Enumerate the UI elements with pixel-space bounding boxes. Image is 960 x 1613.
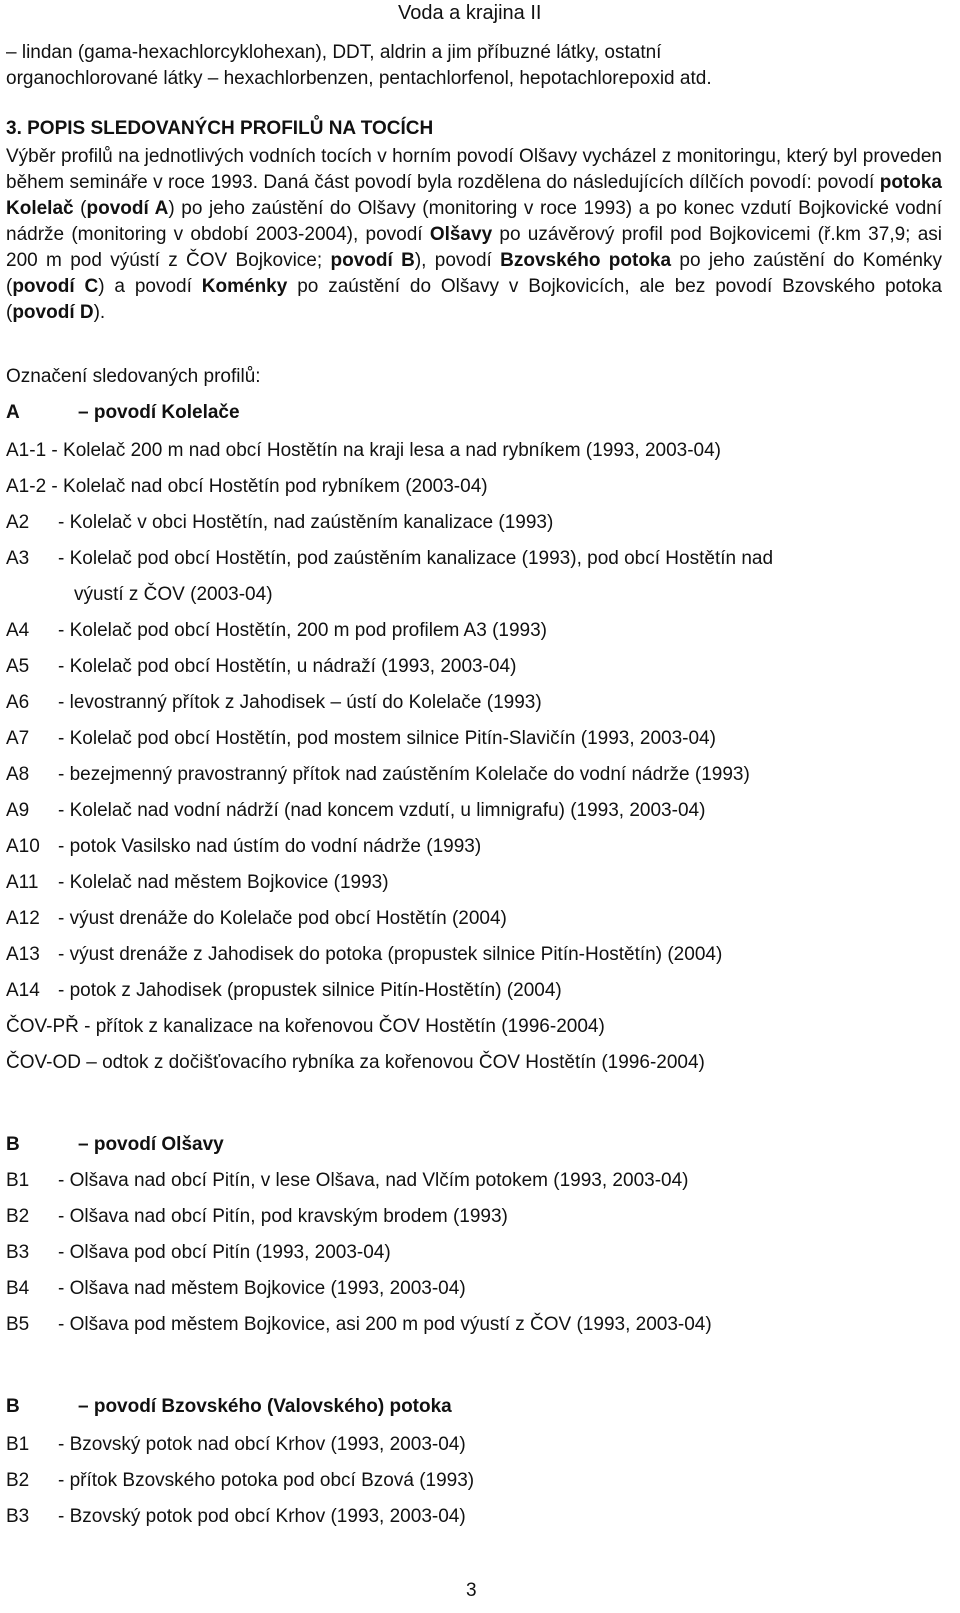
page-header: Voda a krajina II	[398, 2, 542, 24]
section-code: A	[6, 402, 20, 423]
profile-code: B4	[6, 1278, 30, 1299]
page-number: 3	[466, 1580, 477, 1601]
profile-desc: - Kolelač nad vodní nádrží (nad koncem vzdutí, u limnigrafu) (1993, 2003-04)	[58, 800, 706, 821]
para-text: Výběr profilů na jednotlivých vodních tocích v horním povodí Olšavy vycházel z monitoringu, který byl proveden během semináře v roce 1993. Daná část povodí byla rozdělena do následujících dílčích povodí: povodí	[6, 146, 942, 193]
intro-line-2: organochlorované látky – hexachlorbenzen, pentachlorfenol, hepotachlorepoxid atd.	[6, 68, 712, 89]
profile-desc: - Kolelač nad městem Bojkovice (1993)	[58, 872, 389, 893]
profile-code: B1	[6, 1170, 30, 1191]
profile-desc: výustí z ČOV (2003-04)	[74, 584, 273, 605]
para-bold: potoka Kolelač	[6, 172, 942, 219]
profile-code: B5	[6, 1314, 30, 1335]
section-code: B	[6, 1134, 20, 1155]
list-item	[6, 1506, 942, 1536]
profile-code: A5	[6, 656, 30, 677]
para-bold: povodí A	[86, 198, 169, 219]
para-text: (	[73, 198, 87, 219]
list-item-continuation	[6, 584, 942, 614]
list-item	[6, 908, 942, 938]
list-item	[6, 620, 942, 650]
para-text: ).	[93, 302, 106, 323]
list-item	[6, 1242, 942, 1272]
profile-code: B3	[6, 1506, 30, 1527]
list-item	[6, 944, 942, 974]
list-item	[6, 836, 942, 866]
profile-desc: - výust drenáže z Jahodisek do potoka (propustek silnice Pitín-Hostětín) (2004)	[58, 944, 723, 965]
list-item	[6, 656, 942, 686]
list-item	[6, 980, 942, 1010]
profile-code: A6	[6, 692, 30, 713]
profile-desc: - Kolelač pod obcí Hostětín, pod zaústěním kanalizace (1993), pod obcí Hostětín nad	[58, 548, 774, 569]
profile-desc: - Kolelač pod obcí Hostětín, pod mostem silnice Pitín-Slavičín (1993, 2003-04)	[58, 728, 716, 749]
list-item	[6, 1170, 942, 1200]
profile-code: B1	[6, 1434, 30, 1455]
profile-code: A7	[6, 728, 30, 749]
profile-code: B2	[6, 1470, 30, 1491]
para-text: ) po jeho zaústění do Olšavy (monitoring v roce 1993) a po konec vzdutí Bojkovické vodní nádrže (monitoring v období 2003-2004), povodí	[6, 198, 942, 245]
profile-code: B2	[6, 1206, 30, 1227]
profile-desc: - Olšava nad obcí Pitín, v lese Olšava, nad Vlčím potokem (1993, 2003-04)	[58, 1170, 689, 1191]
list-item	[6, 1278, 942, 1308]
profile-code: A3	[6, 548, 30, 569]
profile-desc: - Olšava pod městem Bojkovice, asi 200 m pod výustí z ČOV (1993, 2003-04)	[58, 1314, 712, 1335]
profile-line: A1-1 - Kolelač 200 m nad obcí Hostětín na kraji lesa a nad rybníkem (1993, 2003-04)	[6, 440, 722, 461]
profile-desc: - levostranný přítok z Jahodisek – ústí do Kolelače (1993)	[58, 692, 542, 713]
section-code: B	[6, 1396, 20, 1417]
list-item	[6, 512, 942, 542]
profile-desc: - Kolelač v obci Hostětín, nad zaústěním kanalizace (1993)	[58, 512, 554, 533]
list-item	[6, 872, 942, 902]
profile-desc: - Bzovský potok nad obcí Krhov (1993, 2003-04)	[58, 1434, 466, 1455]
profile-code: A9	[6, 800, 30, 821]
intro-line-1: – lindan (gama-hexachlorcyklohexan), DDT, aldrin a jim příbuzné látky, ostatní	[6, 42, 662, 63]
para-bold: povodí D	[12, 302, 94, 323]
list-item	[6, 1314, 942, 1344]
profile-code: A14	[6, 980, 40, 1001]
profile-line: ČOV-OD – odtok z dočišťovacího rybníka za kořenovou ČOV Hostětín (1996-2004)	[6, 1052, 705, 1073]
labels-title: Označení sledovaných profilů:	[6, 366, 261, 387]
profile-code: A2	[6, 512, 30, 533]
para-text: po uzávěrový profil pod Bojkovicemi (ř.km 37,9; asi 200 m pod výústí z ČOV Bojkovice;	[6, 224, 942, 271]
list-item	[6, 1470, 942, 1500]
section-title-c: – povodí Bzovského (Valovského) potoka	[78, 1396, 452, 1417]
para-bold: povodí B	[330, 250, 415, 271]
para-bold: Olšavy	[429, 224, 493, 245]
profile-code: B3	[6, 1242, 30, 1263]
list-item	[6, 548, 942, 578]
profile-line: ČOV-PŘ - přítok z kanalizace na kořenovou ČOV Hostětín (1996-2004)	[6, 1016, 605, 1037]
description-paragraph	[6, 144, 942, 326]
profile-desc: - Olšava pod obcí Pitín (1993, 2003-04)	[58, 1242, 391, 1263]
profile-line: A1-2 - Kolelač nad obcí Hostětín pod rybníkem (2003-04)	[6, 476, 488, 497]
section-title: 3. POPIS SLEDOVANÝCH PROFILŮ NA TOCÍCH	[6, 118, 434, 139]
list-item	[6, 1052, 942, 1082]
profile-code: A11	[6, 872, 39, 893]
profile-desc: - Olšava nad městem Bojkovice (1993, 2003-04)	[58, 1278, 466, 1299]
profile-desc: - Kolelač pod obcí Hostětín, u nádraží (1993, 2003-04)	[58, 656, 517, 677]
profile-code: A12	[6, 908, 40, 929]
profile-desc: - Bzovský potok pod obcí Krhov (1993, 2003-04)	[58, 1506, 466, 1527]
profile-code: A10	[6, 836, 40, 857]
para-text: po zaústění do Olšavy v Bojkovicích, ale bez povodí Bzovského potoka (	[6, 276, 943, 323]
list-item	[6, 728, 942, 758]
list-item	[6, 764, 942, 794]
profile-desc: - potok Vasilsko nad ústím do vodní nádrže (1993)	[58, 836, 482, 857]
list-item	[6, 800, 942, 830]
list-item	[6, 1434, 942, 1464]
list-item	[6, 1206, 942, 1236]
section-title-b: – povodí Olšavy	[78, 1134, 224, 1155]
profile-code: A8	[6, 764, 30, 785]
para-text: po jeho zaústění do Koménky (	[6, 250, 942, 297]
list-item	[6, 692, 942, 722]
profile-code: A13	[6, 944, 40, 965]
list-item	[6, 476, 942, 506]
profile-desc: - bezejmenný pravostranný přítok nad zaústěním Kolelače do vodní nádrže (1993)	[58, 764, 750, 785]
list-item	[6, 440, 942, 470]
para-bold: Bzovského potoka	[500, 250, 672, 271]
profile-desc: - Olšava nad obcí Pitín, pod kravským brodem (1993)	[58, 1206, 508, 1227]
profile-desc: - přítok Bzovského potoka pod obcí Bzová (1993)	[58, 1470, 475, 1491]
profile-desc: - potok z Jahodisek (propustek silnice Pitín-Hostětín) (2004)	[58, 980, 562, 1001]
para-text: ) a povodí	[98, 276, 202, 297]
para-bold: Koménky	[201, 276, 288, 297]
profile-desc: - výust drenáže do Kolelače pod obcí Hostětín (2004)	[58, 908, 507, 929]
section-title-a: – povodí Kolelače	[78, 402, 240, 423]
list-item	[6, 1016, 942, 1046]
profile-desc: - Kolelač pod obcí Hostětín, 200 m pod profilem A3 (1993)	[58, 620, 547, 641]
para-text: ), povodí	[414, 250, 501, 271]
profile-code: A4	[6, 620, 30, 641]
para-bold: povodí C	[12, 276, 99, 297]
